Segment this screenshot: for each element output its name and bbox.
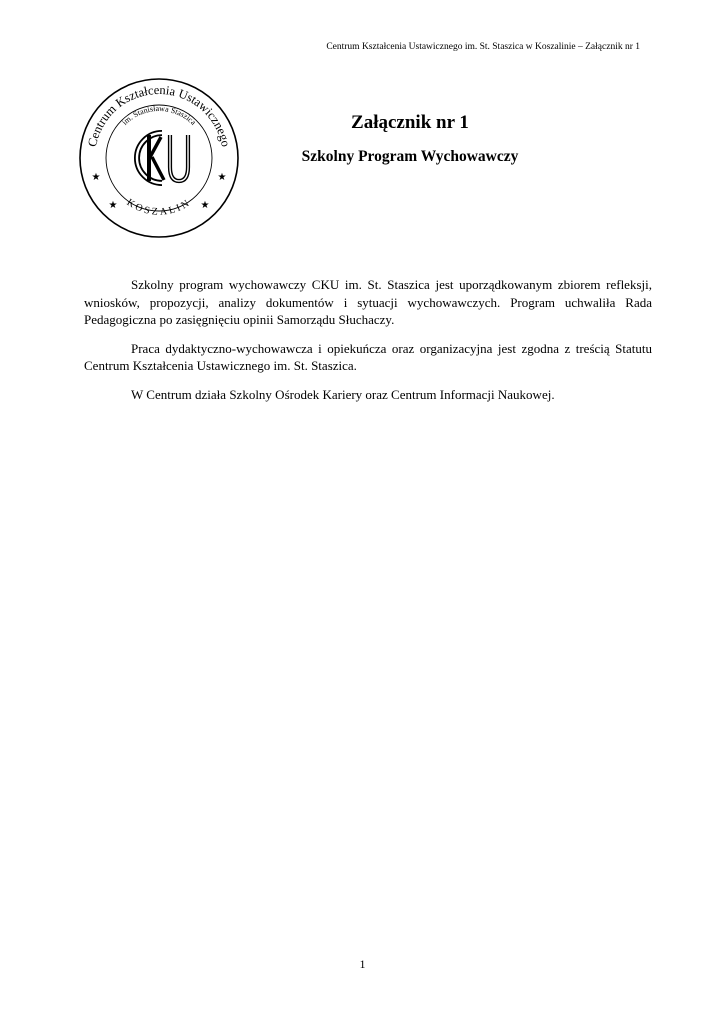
seal-city-text: KOSZALIN <box>124 197 194 218</box>
body-paragraph: Praca dydaktyczno-wychowawcza i opiekuńcza oraz organizacyjna jest zgodna z treścią Statutu Centrum Kształcenia Ustawicznego im. St. Staszica. <box>84 340 652 373</box>
running-header: Centrum Kształcenia Ustawicznego im. St. Staszica w Koszalinie – Załącznik nr 1 <box>326 42 640 52</box>
seal-outer-text: Centrum Kształcenia Ustawicznego <box>85 82 233 149</box>
document-title: Załącznik nr 1 <box>351 112 469 133</box>
body-paragraph: Szkolny program wychowawczy CKU im. St. Staszica jest uporządkowanym zbiorem refleksji, wniosków, propozycji, analizy dokumentów i sytuacji wychowawczych. Program uchwaliła Rada Pedagogiczna po zasięgnięciu opinii Samorządu Słuchaczy. <box>84 277 652 327</box>
star-icon: ★ <box>91 172 101 183</box>
star-icon: ★ <box>108 200 118 211</box>
title-block <box>260 110 560 167</box>
star-icon: ★ <box>200 200 210 211</box>
cku-koszalin-seal-logo <box>76 75 242 241</box>
cku-monogram <box>137 133 188 183</box>
document-subtitle: Szkolny Program Wychowawczy <box>301 148 519 165</box>
body-paragraph: W Centrum działa Szkolny Ośrodek Kariery oraz Centrum Informacji Naukowej. <box>131 386 555 402</box>
page-number: 1 <box>359 957 366 971</box>
document-body <box>84 276 652 414</box>
star-icon: ★ <box>217 172 227 183</box>
seal-inner-text: im. Stanisława Staszica <box>120 103 198 127</box>
